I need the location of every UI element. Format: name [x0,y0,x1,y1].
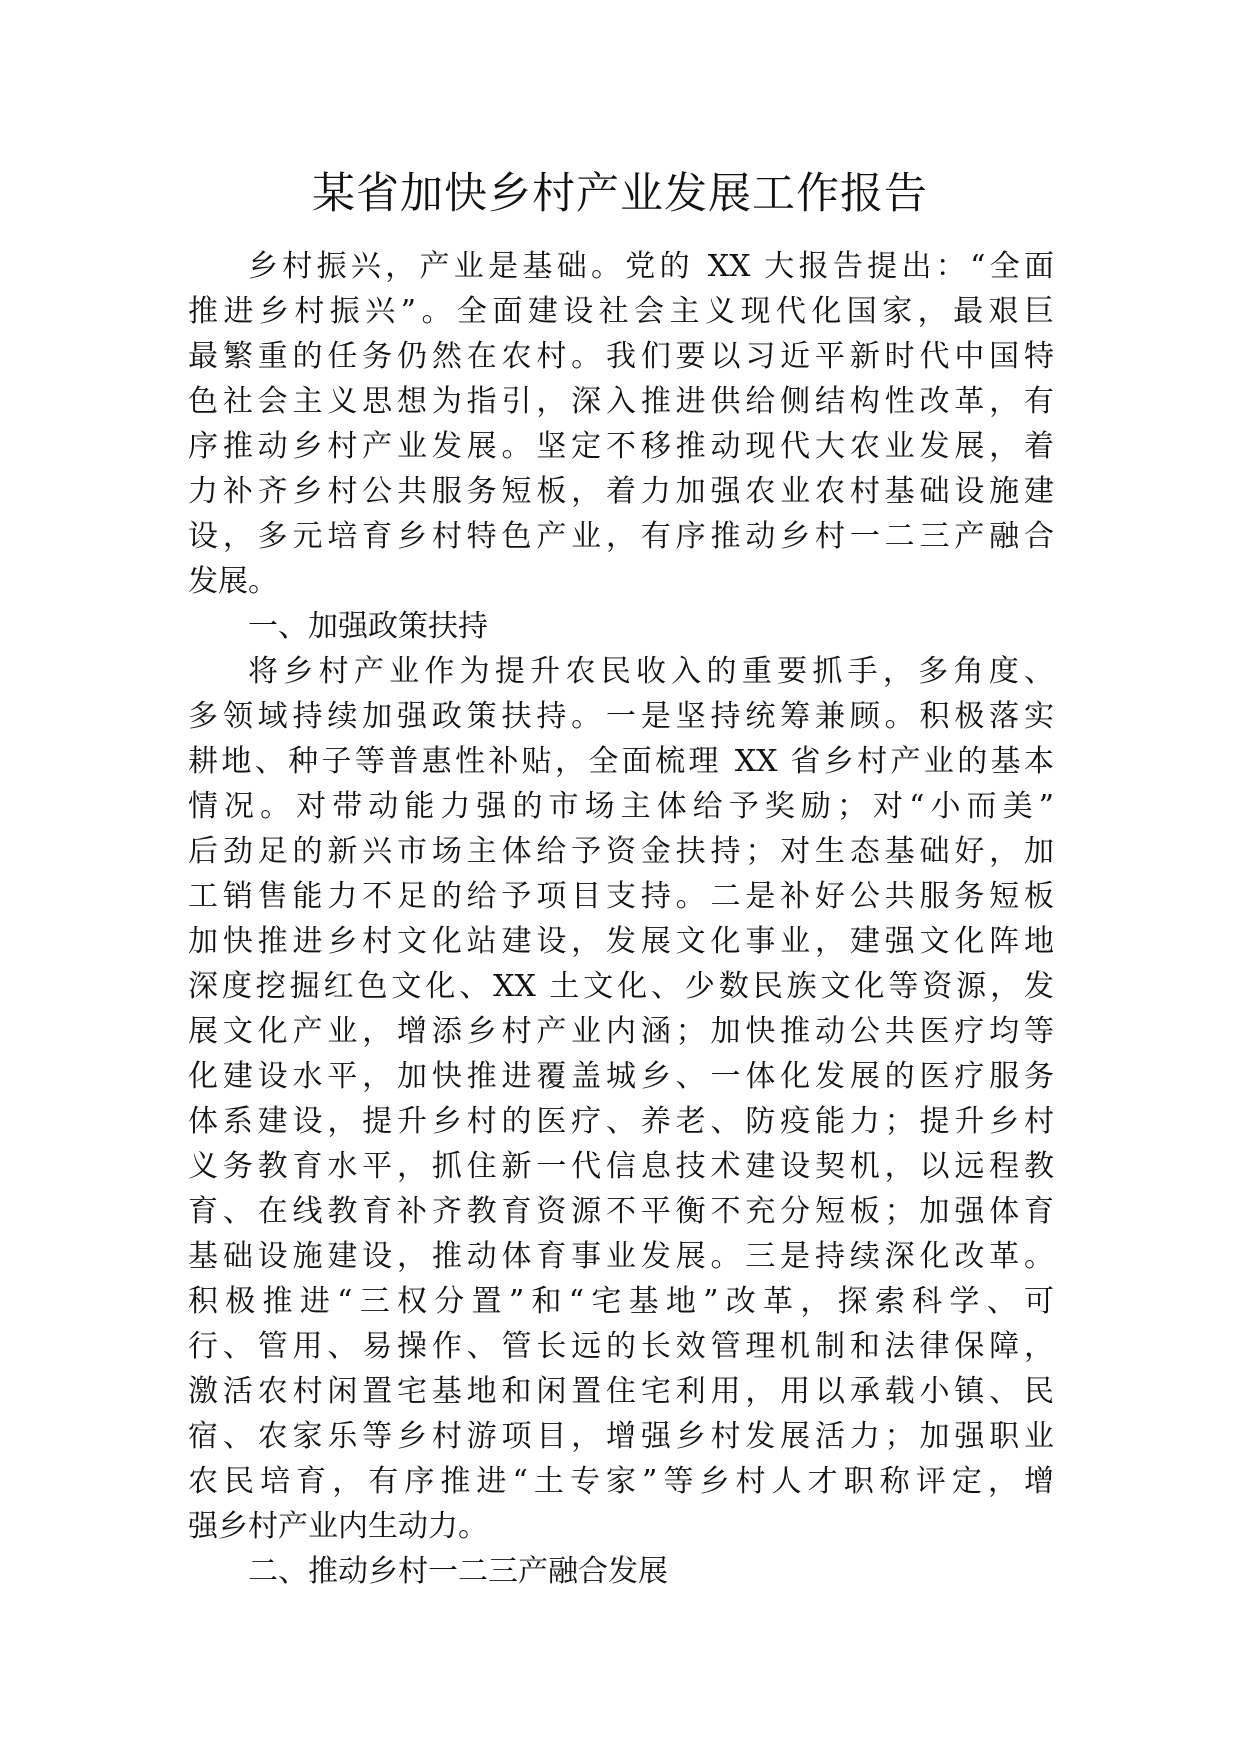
paragraph-line: 耕地、种子等普惠性补贴，全面梳理 XX 省乡村产业的基本 [188,744,1054,779]
section-heading: 一、加强政策扶持 [248,609,488,644]
paragraph-line: 序推动乡村产业发展。坚定不移推动现代大农业发展，着 [188,429,1054,464]
paragraph-line: 强乡村产业内生动力。 [188,1509,488,1544]
paragraph-line: 多领域持续加强政策扶持。一是坚持统筹兼顾。积极落实 [188,699,1054,734]
paragraph-line: 推进乡村振兴”。全面建设社会主义现代化国家，最艰巨 [188,294,1054,329]
paragraph-line: 化建设水平，加快推进覆盖城乡、一体化发展的医疗服务 [188,1059,1054,1094]
paragraph-line: 行、管用、易操作、管长远的长效管理机制和法律保障， [188,1329,1054,1364]
paragraph-line: 乡村振兴，产业是基础。党的 XX 大报告提出：“全面 [248,249,1054,284]
paragraph-line: 育、在线教育补齐教育资源不平衡不充分短板；加强体育 [188,1194,1054,1229]
paragraph-line: 色社会主义思想为指引，深入推进供给侧结构性改革，有 [188,384,1054,419]
paragraph-line: 体系建设，提升乡村的医疗、养老、防疫能力；提升乡村 [188,1104,1054,1139]
paragraph-line: 激活农村闲置宅基地和闲置住宅利用，用以承载小镇、民 [188,1374,1054,1409]
section-heading: 二、推动乡村一二三产融合发展 [248,1554,668,1589]
paragraph-line: 义务教育水平，抓住新一代信息技术建设契机，以远程教 [188,1149,1054,1184]
paragraph-line: 基础设施建设，推动体育事业发展。三是持续深化改革。 [188,1239,1054,1274]
paragraph-line: 发展。 [188,564,278,599]
paragraph-line: 宿、农家乐等乡村游项目，增强乡村发展活力；加强职业 [188,1419,1054,1454]
paragraph-line: 深度挖掘红色文化、XX 土文化、少数民族文化等资源，发 [188,969,1054,1004]
paragraph-line: 工销售能力不足的给予项目支持。二是补好公共服务短板 [188,879,1054,914]
paragraph-line: 将乡村产业作为提升农民收入的重要抓手，多角度、 [248,654,1054,689]
paragraph-line: 力补齐乡村公共服务短板，着力加强农业农村基础设施建 [188,474,1054,509]
paragraph-line: 加快推进乡村文化站建设，发展文化事业，建强文化阵地 [188,924,1054,959]
paragraph-line: 设，多元培育乡村特色产业，有序推动乡村一二三产融合 [188,519,1054,554]
paragraph-line: 后劲足的新兴市场主体给予资金扶持；对生态基础好，加 [188,834,1054,869]
document-title: 某省加快乡村产业发展工作报告 [312,169,928,219]
document-body [188,244,1054,1594]
paragraph-line: 情况。对带动能力强的市场主体给予奖励；对“小而美” [188,789,1054,824]
paragraph-line: 展文化产业，增添乡村产业内涵；加快推动公共医疗均等 [188,1014,1054,1049]
paragraph-line: 农民培育，有序推进“土专家”等乡村人才职称评定，增 [188,1464,1054,1499]
paragraph-line: 积极推进“三权分置”和“宅基地”改革，探索科学、可 [188,1284,1054,1319]
paragraph-line: 最繁重的任务仍然在农村。我们要以习近平新时代中国特 [188,339,1054,374]
